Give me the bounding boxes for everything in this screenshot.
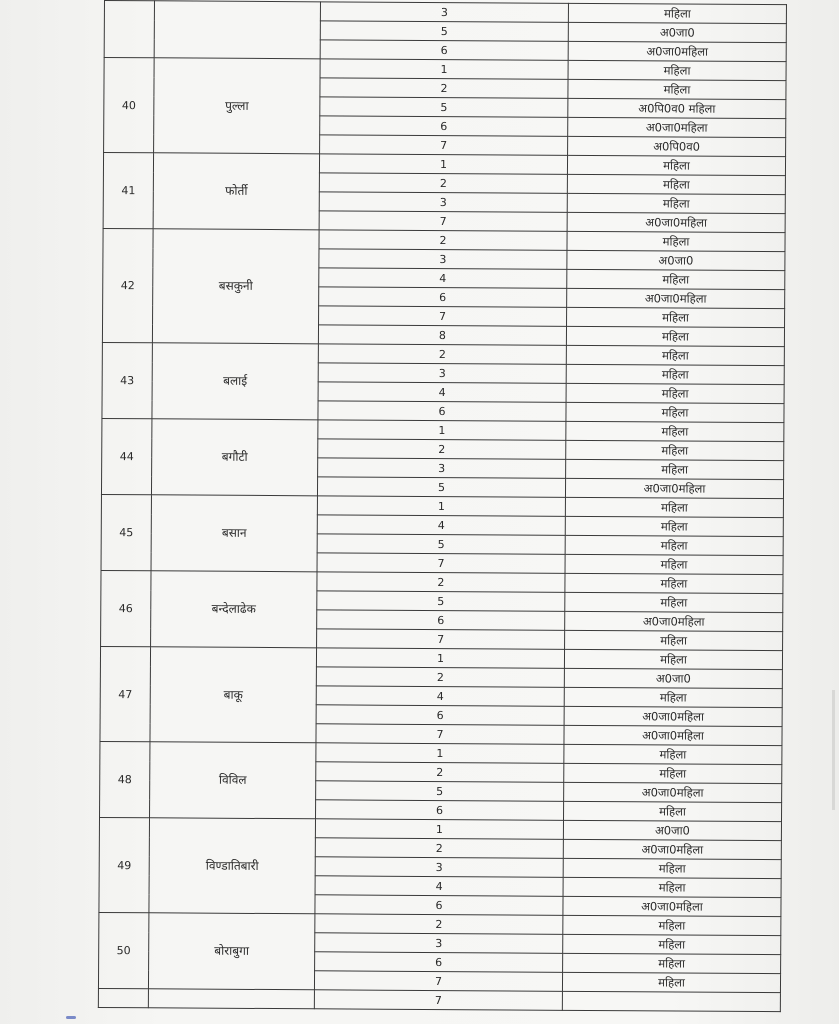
gram-panchayat-name-cell: बसान: [151, 495, 317, 572]
table-row: [102, 418, 784, 441]
ward-number-cell: 1: [320, 59, 568, 80]
table-row: [101, 494, 783, 517]
reservation-category-cell: महिला: [563, 801, 781, 821]
reservation-category-cell: महिला: [565, 497, 783, 517]
ward-number-cell: 2: [315, 914, 563, 935]
ward-number-cell: 8: [318, 325, 566, 346]
ward-number-cell: 3: [315, 933, 563, 954]
ward-number-cell: 6: [320, 40, 568, 61]
reservation-category-cell: महिला: [562, 972, 780, 992]
ward-number-cell: 5: [316, 781, 564, 802]
reservation-category-cell: महिला: [567, 193, 785, 213]
reservation-category-cell: अ0जा0महिला: [568, 117, 786, 137]
ward-number-cell: 2: [319, 230, 567, 251]
table-body: [98, 1, 786, 1012]
ward-number-cell: 5: [320, 97, 568, 118]
ward-number-cell: 4: [319, 268, 567, 289]
table-row: [100, 741, 782, 764]
reservation-category-cell: महिला: [563, 858, 781, 878]
ward-number-cell: 7: [320, 135, 568, 156]
gram-panchayat-name-cell: बोराबुगा: [148, 913, 314, 990]
gram-panchayat-name-cell: बलाई: [152, 343, 318, 420]
ward-number-cell: 6: [318, 401, 566, 422]
ward-number-cell: 2: [316, 667, 564, 688]
ward-number-cell: 2: [316, 762, 564, 783]
ward-number-cell: 3: [319, 249, 567, 270]
reservation-category-cell: महिला: [565, 554, 783, 574]
reservation-category-cell: महिला: [566, 326, 784, 346]
reservation-category-cell: महिला: [568, 3, 786, 23]
serial-number-cell: 44: [101, 418, 151, 494]
reservation-category-cell: अ0जा0महिला: [565, 611, 783, 631]
serial-number-cell: 43: [102, 342, 152, 418]
ward-number-cell: 6: [316, 705, 564, 726]
gram-panchayat-name-cell: बाकू: [150, 647, 317, 743]
ward-number-cell: 5: [317, 477, 565, 498]
reservation-category-cell: अ0जा0महिला: [564, 706, 782, 726]
reservation-category-cell: महिला: [565, 516, 783, 536]
reservation-category-cell: महिला: [567, 231, 785, 251]
ward-number-cell: 1: [317, 496, 565, 517]
reservation-category-cell: अ0पि0व0: [568, 136, 786, 156]
ward-number-cell: 7: [316, 724, 564, 745]
serial-number-cell: 41: [103, 153, 153, 229]
ward-number-cell: 4: [317, 515, 565, 536]
table-row-partial: [98, 988, 780, 1011]
ward-number-cell: 7: [317, 629, 565, 650]
ward-number-cell: 6: [315, 895, 563, 916]
serial-number-cell: 48: [100, 741, 150, 817]
ward-number-cell: 2: [318, 344, 566, 365]
reservation-category-cell: महिला: [566, 459, 784, 479]
reservation-category-cell: अ0जा0महिला: [565, 478, 783, 498]
ward-number-cell: 5: [320, 21, 568, 42]
ward-number-cell: 3: [315, 857, 563, 878]
ward-number-cell: 6: [315, 952, 563, 973]
reservation-category-cell: महिला: [564, 744, 782, 764]
ward-number-cell: 1: [319, 154, 567, 175]
reservation-category-cell: [562, 991, 780, 1011]
ward-number-cell: 6: [320, 116, 568, 137]
table-row: [100, 646, 782, 669]
reservation-category-cell: महिला: [566, 364, 784, 384]
reservation-category-cell: महिला: [564, 649, 782, 669]
serial-number-cell: 46: [101, 570, 151, 646]
reservation-category-cell: महिला: [568, 79, 786, 99]
reservation-table: [98, 0, 787, 1012]
reservation-category-cell: महिला: [566, 402, 784, 422]
gram-panchayat-name-cell: [148, 989, 314, 1009]
ward-number-cell: 1: [316, 648, 564, 669]
ward-number-cell: 3: [318, 458, 566, 479]
ward-number-cell: 2: [317, 572, 565, 593]
ward-number-cell: 1: [315, 819, 563, 840]
reservation-category-cell: महिला: [563, 915, 781, 935]
reservation-category-cell: महिला: [563, 877, 781, 897]
reservation-category-cell: अ0जा0महिला: [564, 782, 782, 802]
gram-panchayat-name-cell: बसकुनी: [152, 229, 319, 344]
reservation-category-cell: महिला: [567, 174, 785, 194]
reservation-category-cell: महिला: [565, 630, 783, 650]
table-row: [103, 228, 785, 251]
reservation-category-cell: महिला: [565, 535, 783, 555]
table-row: [99, 912, 781, 935]
serial-number-cell: 47: [100, 646, 151, 741]
serial-number-cell: 50: [98, 912, 148, 988]
serial-number-cell: [104, 1, 154, 58]
reservation-category-cell: अ0जा0महिला: [567, 212, 785, 232]
ward-number-cell: 2: [320, 78, 568, 99]
reservation-category-cell: महिला: [563, 934, 781, 954]
reservation-category-cell: महिला: [566, 383, 784, 403]
gram-panchayat-name-cell: बगौटी: [151, 419, 317, 496]
gram-panchayat-name-cell: [154, 1, 320, 59]
ward-number-cell: 6: [316, 800, 564, 821]
gram-panchayat-name-cell: पुल्ला: [154, 58, 321, 154]
reservation-category-cell: महिला: [567, 155, 785, 175]
ward-number-cell: 4: [318, 382, 566, 403]
reservation-category-cell: अ0जा0महिला: [563, 896, 781, 916]
reservation-category-cell: महिला: [568, 60, 786, 80]
serial-number-cell: 42: [102, 228, 153, 342]
reservation-category-cell: महिला: [566, 421, 784, 441]
gram-panchayat-name-cell: फोर्ती: [153, 153, 319, 230]
reservation-category-cell: अ0जा0महिला: [564, 725, 782, 745]
reservation-category-cell: महिला: [566, 440, 784, 460]
ward-number-cell: 2: [319, 173, 567, 194]
ward-number-cell: 5: [317, 591, 565, 612]
serial-number-cell: 40: [104, 58, 155, 153]
reservation-category-cell: महिला: [565, 592, 783, 612]
table-row: [104, 58, 786, 81]
reservation-category-cell: अ0जा0: [564, 668, 782, 688]
ward-number-cell: 4: [315, 876, 563, 897]
reservation-category-cell: महिला: [565, 573, 783, 593]
ink-mark: [66, 1016, 76, 1019]
serial-number-cell: 45: [101, 494, 151, 570]
ward-number-cell: 7: [314, 971, 562, 992]
gram-panchayat-name-cell: विण्डातिबारी: [149, 818, 316, 914]
reservation-category-cell: अ0जा0: [567, 250, 785, 270]
serial-number-cell: 49: [99, 817, 150, 912]
ward-number-cell: 2: [318, 439, 566, 460]
ward-number-cell: 7: [319, 211, 567, 232]
reservation-category-cell: महिला: [564, 687, 782, 707]
reservation-category-cell: महिला: [567, 269, 785, 289]
gram-panchayat-name-cell: बन्देलाढेक: [151, 571, 317, 648]
ward-number-cell: 1: [316, 743, 564, 764]
ward-number-cell: 2: [315, 838, 563, 859]
reservation-category-cell: अ0जा0: [568, 22, 786, 42]
reservation-category-cell: महिला: [564, 763, 782, 783]
ward-number-cell: 1: [318, 420, 566, 441]
reservation-category-cell: महिला: [563, 953, 781, 973]
reservation-category-cell: अ0जा0महिला: [568, 41, 786, 61]
reservation-category-cell: अ0जा0महिला: [567, 288, 785, 308]
ward-number-cell: 3: [318, 363, 566, 384]
scan-edge-mark: [832, 690, 835, 810]
reservation-category-cell: महिला: [567, 307, 785, 327]
ward-number-cell: 3: [320, 2, 568, 23]
table-row: [102, 342, 784, 365]
reservation-category-cell: अ0जा0: [563, 820, 781, 840]
reservation-category-cell: अ0जा0महिला: [563, 839, 781, 859]
reservation-category-cell: अ0पि0व0 महिला: [568, 98, 786, 118]
ward-number-cell: 6: [319, 287, 567, 308]
table-row: [104, 1, 786, 24]
table-row: [99, 817, 781, 840]
ward-number-cell: 7: [314, 990, 562, 1011]
serial-number-cell: [98, 988, 148, 1007]
ward-number-cell: 6: [317, 610, 565, 631]
ward-number-cell: 4: [316, 686, 564, 707]
ward-number-cell: 7: [317, 553, 565, 574]
table-row: [101, 570, 783, 593]
table-row: [103, 153, 785, 176]
reservation-category-cell: महिला: [566, 345, 784, 365]
gram-panchayat-name-cell: विविल: [150, 742, 316, 819]
ward-number-cell: 7: [319, 306, 567, 327]
ward-number-cell: 3: [319, 192, 567, 213]
ward-number-cell: 5: [317, 534, 565, 555]
